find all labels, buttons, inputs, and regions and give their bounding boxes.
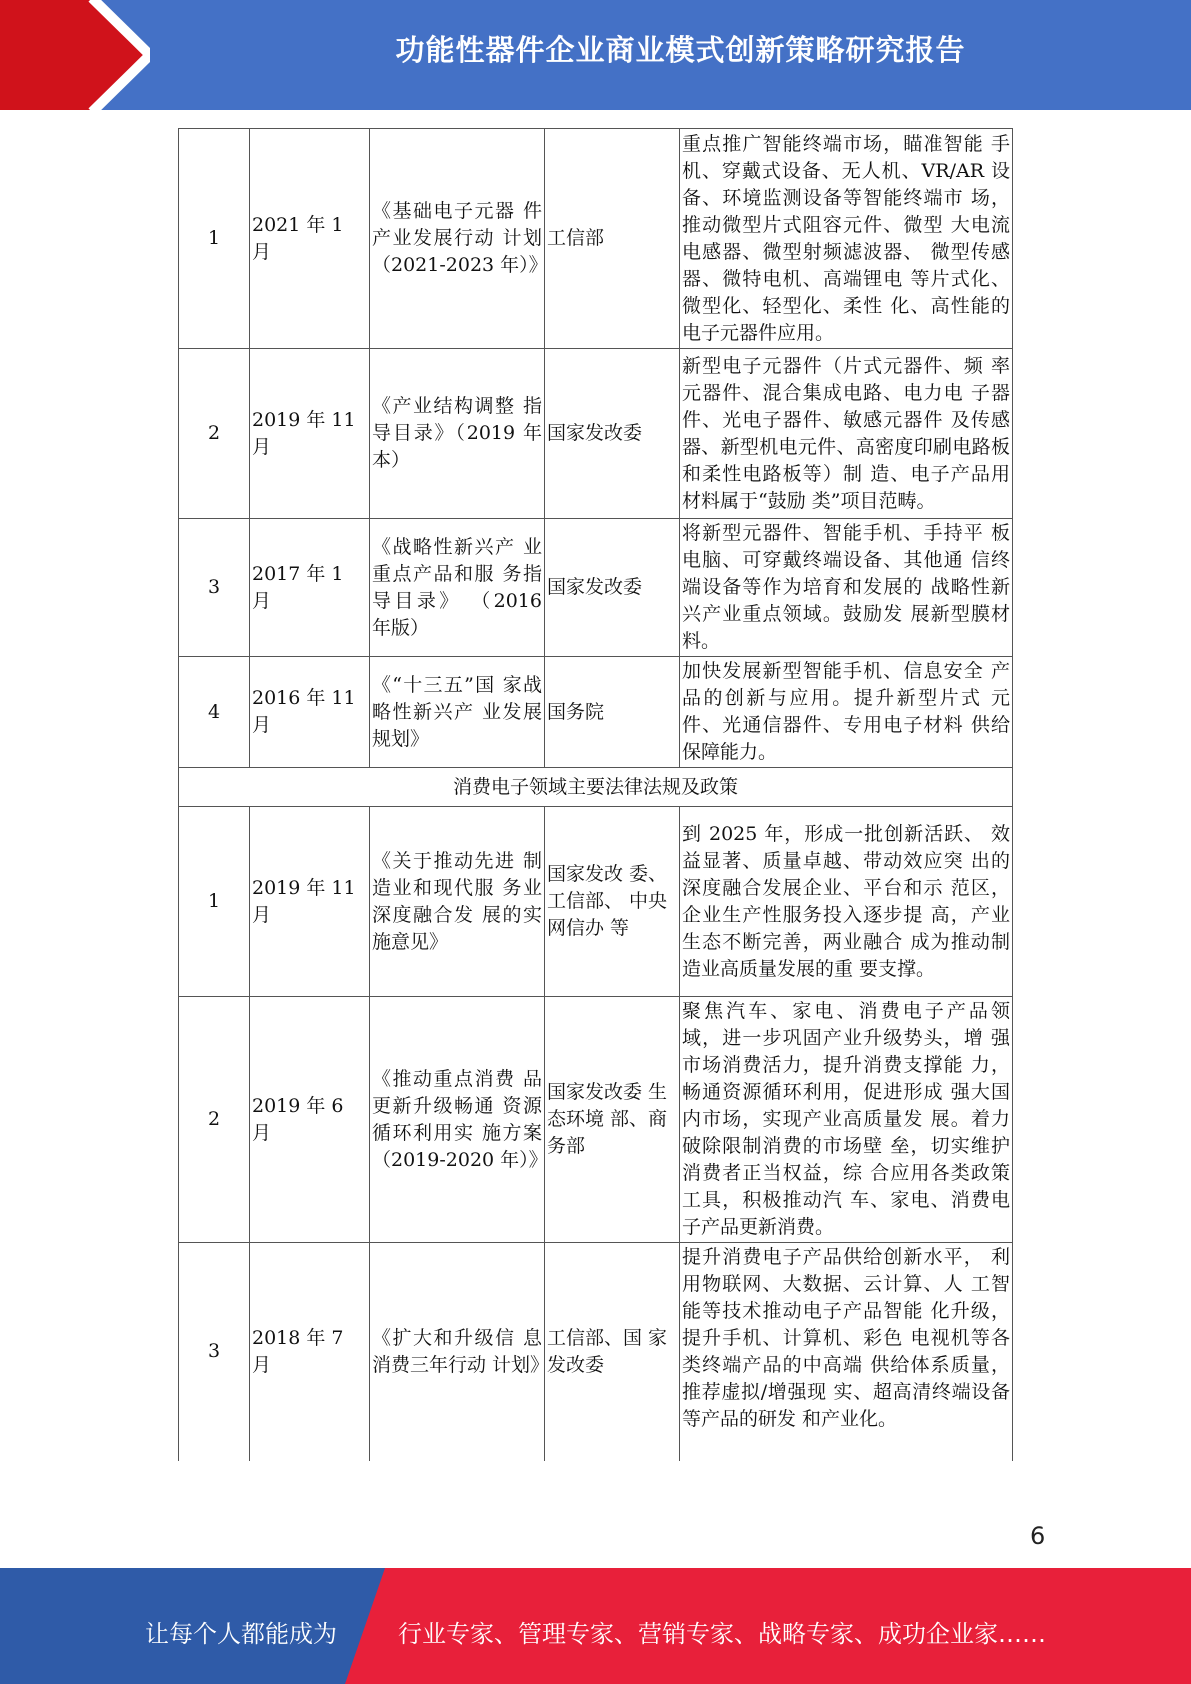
row-number: 1: [179, 807, 250, 997]
row-policy-name: 《产业结构调整 指导目录》（2019 年本）: [370, 349, 545, 519]
row-department: 工信部: [545, 129, 680, 349]
row-date: 2019 年 6 月: [250, 997, 370, 1243]
row-number: 2: [179, 997, 250, 1243]
table-row: [179, 807, 1013, 997]
row-content: 到 2025 年，形成一批创新活跃、 效益显著、质量卓越、带动效应突 出的深度融合发展企业、平台和示 范区，企业生产性服务投入逐步提 高，产业生态不断完善，两业融合 成为推动制造业高质量发展的重 要支撑。: [680, 807, 1013, 997]
row-number: 2: [179, 349, 250, 519]
row-date: 2019 年 11 月: [250, 349, 370, 519]
table-row: [179, 657, 1013, 768]
section-heading: 消费电子领域主要法律法规及政策: [179, 768, 1013, 807]
row-content: 提升消费电子产品供给创新水平， 利用物联网、大数据、云计算、人 工智能等技术推动电子产品智能 化升级，提升手机、计算机、彩色 电视机等各类终端产品的中高端 供给体系质量，推荐虚拟/增强现 实、超高清终端设备等产品的研发 和产业化。: [680, 1243, 1013, 1461]
row-department: 国家发改委 生态环境 部、商务部: [545, 997, 680, 1243]
policy-table: [178, 128, 1013, 1461]
row-content: 新型电子元器件（片式元器件、频 率元器件、混合集成电路、电力电 子器件、光电子器件、敏感元器件 及传感器、新型机电元件、高密度印刷电路板和柔性电路板等）制 造、电子产品用材料属于“鼓励 类”项目范畴。: [680, 349, 1013, 519]
row-department: 国务院: [545, 657, 680, 768]
page-number: 6: [1030, 1522, 1046, 1550]
row-policy-name: 《扩大和升级信 息消费三年行动 计划》: [370, 1243, 545, 1461]
header-red-chevron: [0, 0, 150, 110]
row-policy-name: 《关于推动先进 制造业和现代服 务业深度融合发 展的实施意见》: [370, 807, 545, 997]
row-date: 2021 年 1 月: [250, 129, 370, 349]
row-date: 2019 年 11 月: [250, 807, 370, 997]
row-date: 2018 年 7 月: [250, 1243, 370, 1461]
row-policy-name: 《基础电子元器 件产业发展行动 计划（2021-2023 年）》: [370, 129, 545, 349]
row-policy-name: 《战略性新兴产 业重点产品和服 务指导目录》 （2016 年版）: [370, 519, 545, 657]
row-date: 2017 年 1 月: [250, 519, 370, 657]
table-row: [179, 129, 1013, 349]
page-footer: [0, 1568, 1191, 1684]
section-heading-row: [179, 768, 1013, 807]
row-number: 4: [179, 657, 250, 768]
table-row: [179, 519, 1013, 657]
row-department: 国家发改 委、工信部、 中央网信办 等: [545, 807, 680, 997]
row-number: 3: [179, 1243, 250, 1461]
row-number: 1: [179, 129, 250, 349]
footer-slogan-roles: 行业专家、管理专家、营销专家、战略专家、成功企业家……: [398, 1620, 1046, 1648]
row-content: 重点推广智能终端市场，瞄准智能 手机、穿戴式设备、无人机、VR/AR 设备、环境监测设备等智能终端市 场，推动微型片式阻容元件、微型 大电流电感器、微型射频滤波器、 微型传感器、微特电机、高端锂电 等片式化、微型化、轻型化、柔性 化、高性能的电子元器件应用。: [680, 129, 1013, 349]
table-row: [179, 997, 1013, 1243]
row-content: 将新型元器件、智能手机、手持平 板电脑、可穿戴终端设备、其他通 信终端设备等作为培育和发展的 战略性新兴产业重点领域。鼓励发 展新型膜材料。: [680, 519, 1013, 657]
footer-slogan-lead: 让每个人都能成为: [145, 1620, 337, 1648]
row-content: 聚焦汽车、家电、消费电子产品领 域，进一步巩固产业升级势头，增 强市场消费活力，提升消费支撑能 力，畅通资源循环利用，促进形成 强大国内市场，实现产业高质量发 展。着力破除限制消费的市场壁 垒，切实维护消费者正当权益，综 合应用各类政策工具，积极推动汽 车、家电、消费电子产品更新消费。: [680, 997, 1013, 1243]
table-row: [179, 1243, 1013, 1461]
report-title: 功能性器件企业商业模式创新策略研究报告: [395, 33, 966, 67]
row-department: 工信部、国 家发改委: [545, 1243, 680, 1461]
page-header: [0, 0, 1191, 110]
row-policy-name: 《“十三五”国 家战略性新兴产 业发展规划》: [370, 657, 545, 768]
row-department: 国家发改委: [545, 519, 680, 657]
row-number: 3: [179, 519, 250, 657]
table-row: [179, 349, 1013, 519]
row-policy-name: 《推动重点消费 品更新升级畅通 资源循环利用实 施方案（2019-2020 年）》: [370, 997, 545, 1243]
row-date: 2016 年 11 月: [250, 657, 370, 768]
row-content: 加快发展新型智能手机、信息安全 产品的创新与应用。提升新型片式 元件、光通信器件、专用电子材料 供给保障能力。: [680, 657, 1013, 768]
row-department: 国家发改委: [545, 349, 680, 519]
